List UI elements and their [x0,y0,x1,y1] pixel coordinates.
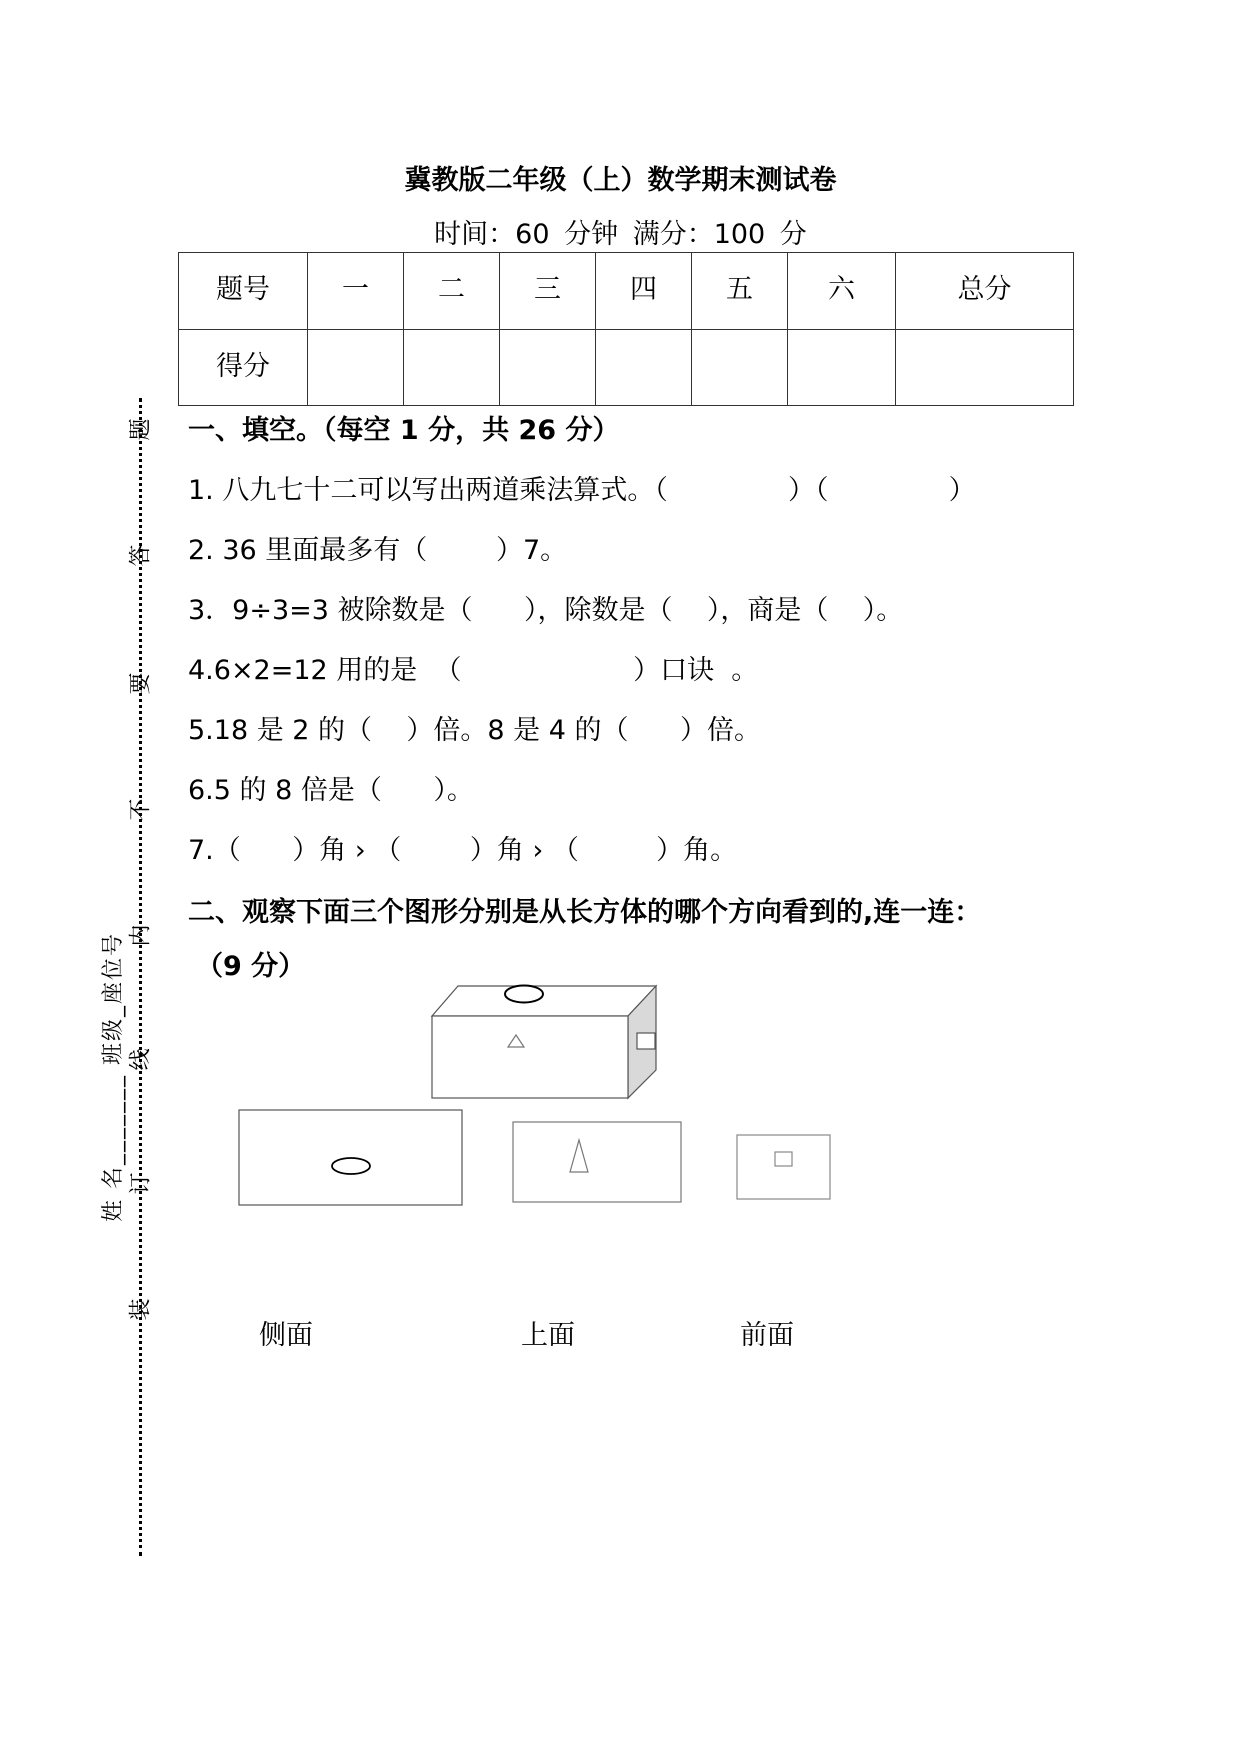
seal-char: 要 [128,672,154,695]
question-7: 7.（ ）角 › （ ）角 › （ ）角。 [188,835,738,866]
table-header-cell: 四 [596,253,692,330]
question-5: 5.18 是 2 的（ ）倍。8 是 4 的（ ）倍。 [188,715,761,746]
exam-subtitle: 时间：60 分钟 满分：100 分 [434,219,807,250]
section2-points: （9 分） [196,951,306,982]
seal-char: 订 [128,1172,154,1195]
seal-char: 题 [128,418,154,441]
view-shape-triangle [513,1122,681,1202]
question-4: 4.6×2=12 用的是 （ ）口诀 。 [188,655,759,686]
table-header-cell: 三 [500,253,596,330]
view-shape-square [737,1135,830,1199]
question-6: 6.5 的 8 倍是（ ）。 [188,775,474,806]
exam-title: 冀教版二年级（上）数学期末测试卷 [404,165,837,196]
seal-char: 答 [128,544,154,567]
table-header-cell: 一 [308,253,404,330]
section2-heading: 二、观察下面三个图形分别是从长方体的哪个方向看到的,连一连： [188,897,982,928]
table-header-cell: 二 [404,253,500,330]
seal-char: 装 [128,1298,154,1321]
section1-heading: 一、填空。（每空 1 分，共 26 分） [188,415,620,446]
table-header-cell: 五 [692,253,788,330]
table-header-cell: 六 [788,253,896,330]
seal-char: 内 [128,924,154,947]
view-shape-ellipse [239,1110,462,1205]
question-2: 2. 36 里面最多有（ ）7。 [188,535,568,566]
table-header-cell: 总分 [896,253,1074,330]
student-info-fields: 姓 名_______ 班级_座位号 [101,932,126,1222]
cuboid-drawing [432,986,656,1099]
question-1: 1. 八九七十二可以写出两道乘法算式。（ ）（ ） [188,475,976,506]
score-row-label: 得分 [179,329,308,406]
question-3: 3．9÷3=3 被除数是（ ），除数是（ ），商是（ ）。 [188,595,904,626]
view-label-side: 侧面 [259,1320,313,1351]
view-label-front: 前面 [740,1320,794,1351]
view-label-top: 上面 [521,1320,575,1351]
seal-char: 线 [128,1048,154,1071]
table-header-cell: 题号 [179,253,308,330]
seal-char: 不 [128,798,154,821]
